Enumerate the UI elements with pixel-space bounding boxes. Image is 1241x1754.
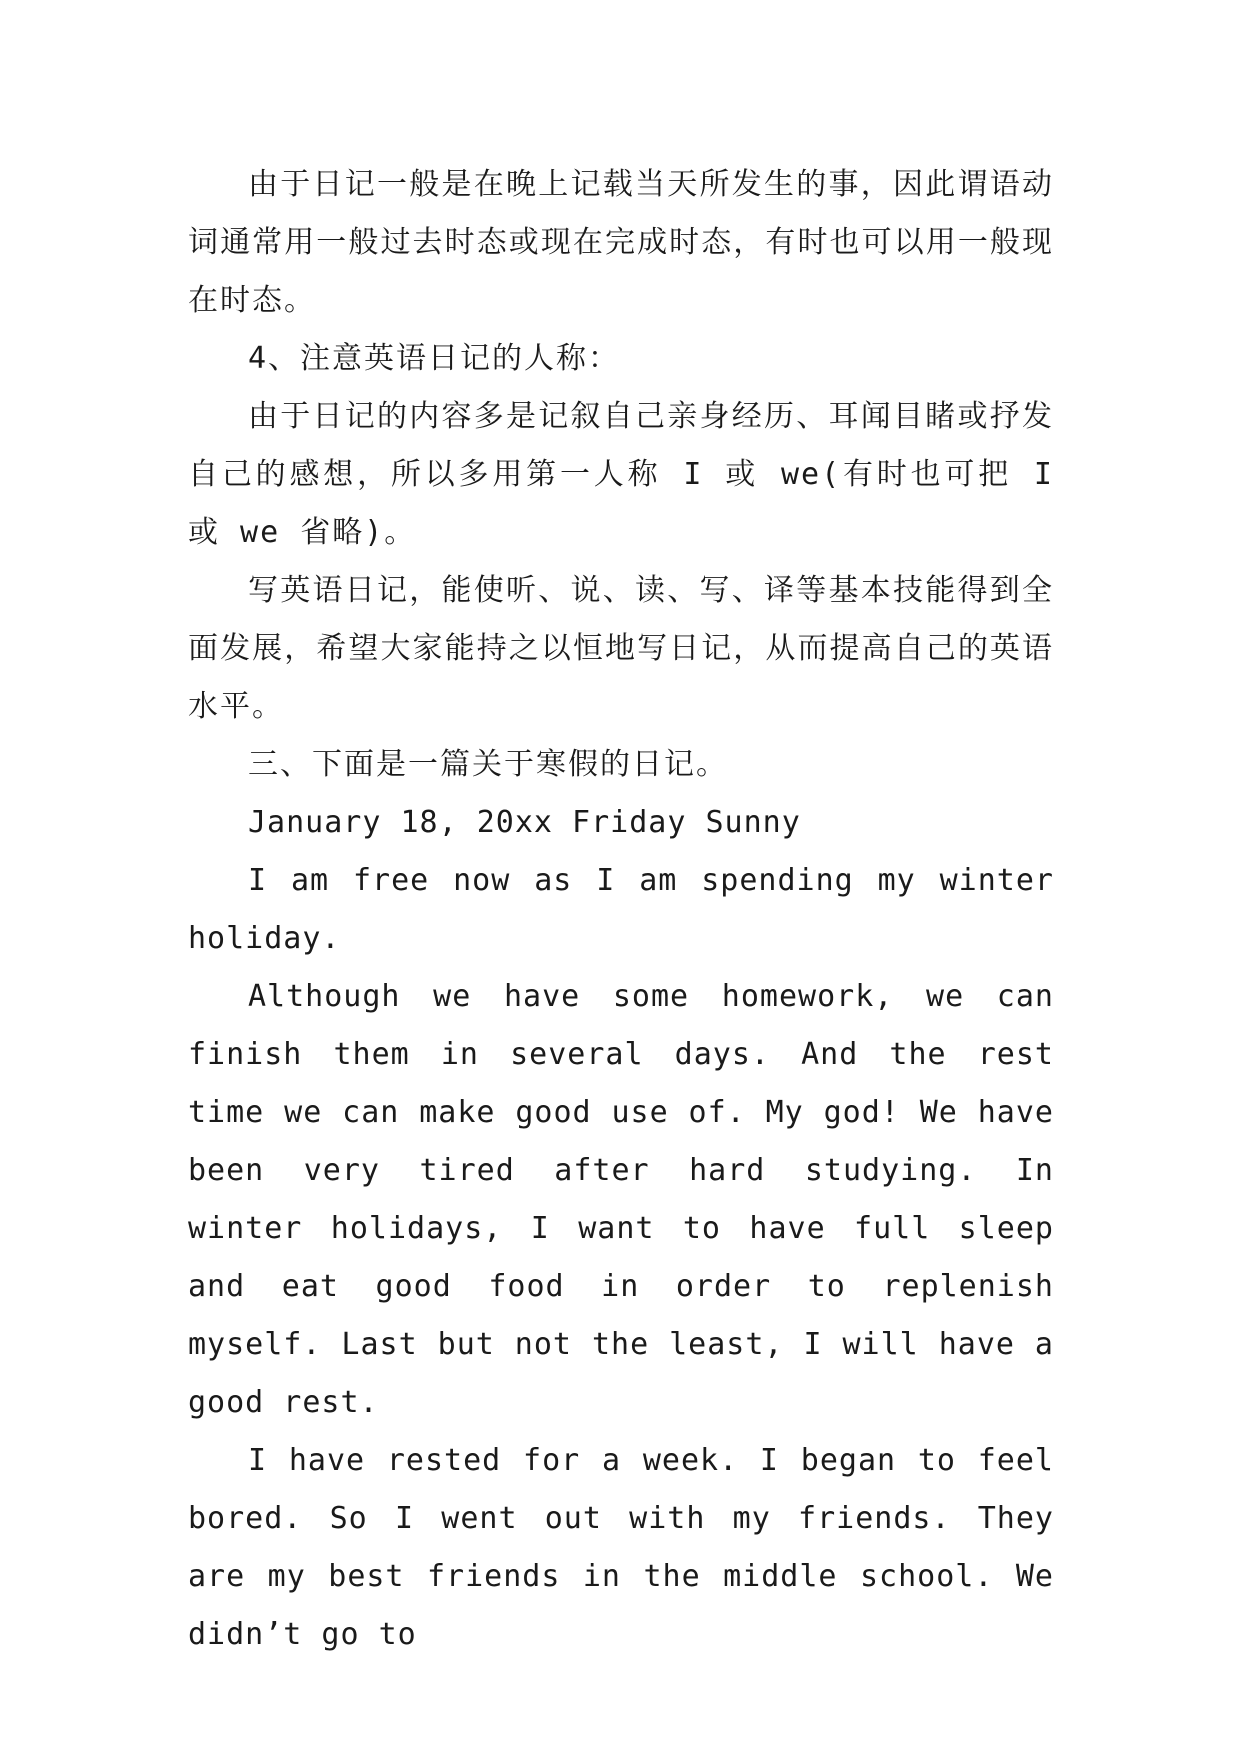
diary-paragraph-2: Although we have some homework, we can finish them in several days. And the rest time we can make good use of. My god! We have been very tired after hard studying. In winter holidays, I want to have full sleep and eat good food in order to replenish myself. Last but not the least, I will have a good rest. <box>188 979 1054 1420</box>
document-body <box>188 156 1054 1664</box>
paragraph-heading-person: 4、注意英语日记的人称： <box>248 341 621 376</box>
paragraph-heading-sample: 三、下面是一篇关于寒假的日记。 <box>248 747 728 782</box>
diary-paragraph-3: I have rested for a week. I began to feel bored. So I went out with my friends. They are my best friends in the middle school. We didn’t go to <box>188 1443 1054 1652</box>
diary-paragraph-1: I am free now as I am spending my winter holiday. <box>188 863 1054 956</box>
paragraph-benefits: 写英语日记，能使听、说、读、写、译等基本技能得到全面发展，希望大家能持之以恒地写日记，从而提高自己的英语水平。 <box>188 573 1054 724</box>
paragraph-first-person: 由于日记的内容多是记叙自己亲身经历、耳闻目睹或抒发自己的感想，所以多用第一人称 I 或 we(有时也可把 I 或 we 省略)。 <box>188 399 1054 550</box>
paragraph-diary-tense: 由于日记一般是在晚上记载当天所发生的事，因此谓语动词通常用一般过去时态或现在完成时态，有时也可以用一般现在时态。 <box>188 167 1054 318</box>
diary-date-line: January 18, 20xx Friday Sunny <box>248 805 801 840</box>
